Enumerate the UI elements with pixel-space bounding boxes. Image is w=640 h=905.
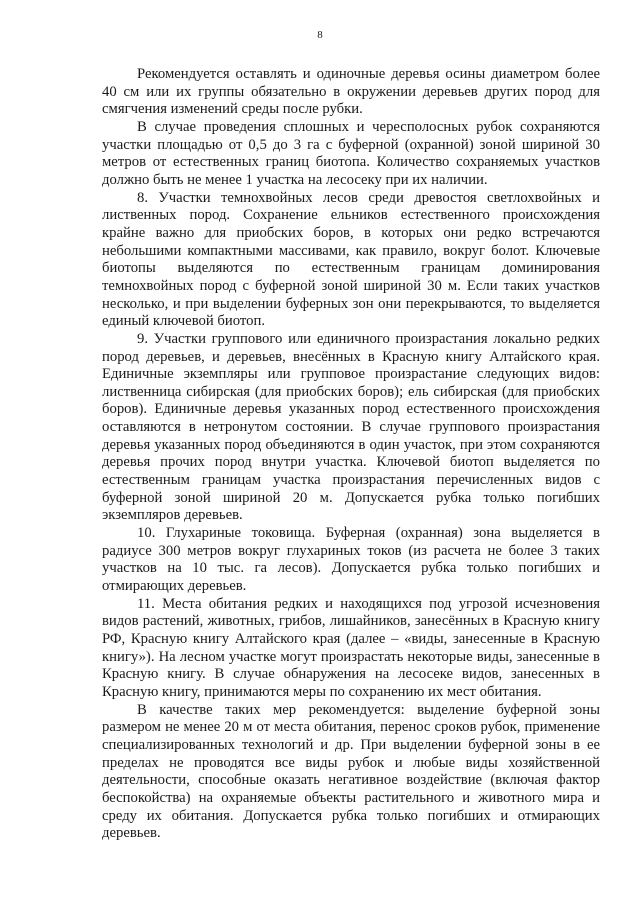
- paragraph-item-10-capercaillie-leks: 10. Глухариные токовища. Буферная (охранная) зона выделяется в радиусе 300 метров вокруг глухариных токов (из расчета не более 3 таких участков на 10 тыс. га лесов). Допускается рубка только погибших и отмирающих деревьев.: [102, 525, 600, 595]
- document-body: [102, 66, 600, 843]
- paragraph-clear-cutting: В случае проведения сплошных и чересполосных рубок сохраняются участки площадью от 0,5 до 3 га с буферной (охранной) зоной шириной 30 метров от естественных границ биотопа. Количество сохраняемых участков должно быть не менее 1 участка на лесосеку при их наличии.: [102, 118, 600, 188]
- paragraph-aspen-trees: Рекомендуется оставлять и одиночные деревья осины диаметром более 40 см или их группы обязательно в окружении деревьев других пород для смягчения изменений среды после рубки.: [102, 66, 600, 118]
- page-number: 8: [317, 29, 323, 41]
- paragraph-protection-measures: В качестве таких мер рекомендуется: выделение буферной зоны размером не менее 20 м от места обитания, перенос сроков рубок, применение специализированных технологий и др. При выделении буферной зоны в ее пределах не проводятся все виды рубок и любые виды хозяйственной деятельности, способные оказать негативное воздействие (включая фактор беспокойства) на охраняемые объекты растительного и животного мира и среду их обитания. Допускается рубка только погибших и отмирающих деревьев.: [102, 701, 600, 842]
- paragraph-item-8-dark-conifer: 8. Участки темнохвойных лесов среди древостоя светлохвойных и лиственных пород. Сохранение ельников естественного происхождения крайне важно для приобских боров, в которых они редко встречаются небольшими компактными массивами, как правило, вокруг болот. Ключевые биотопы выделяются по естественным границам доминирования темнохвойных пород с буферной зоной шириной 30 м. Если таких участков несколько, и при выделении буферных зон они перекрываются, то выделяется единый ключевой биотоп.: [102, 189, 600, 330]
- paragraph-item-11-red-book-habitats: 11. Места обитания редких и находящихся под угрозой исчезновения видов растений, животных, грибов, лишайников, занесённых в Красную книгу РФ, Красную книгу Алтайского края (далее – «виды, занесенные в Красную книгу»). На лесном участке могут произрастать некоторые виды, занесенные в Красную книгу. В случае обнаружения на лесосеке видов, занесенных в Красную книгу, принимаются меры по сохранению их мест обитания.: [102, 595, 600, 700]
- paragraph-item-9-rare-species-trees: 9. Участки группового или единичного произрастания локально редких пород деревьев, и деревьев, внесённых в Красную книгу Алтайского края. Единичные экземпляры или групповое произрастание следующих видов: лиственница сибирская (для приобских боров); ель сибирская (для приобских боров). Единичные деревья указанных пород естественного происхождения оставляются в нетронутом состоянии. В случае группового произрастания деревья указанных пород объединяются в один участок, при этом сохраняются деревья прочих пород внутри участка. Ключевой биотоп выделяется по естественным границам участка произрастания перечисленных видов с буферной зоной шириной 20 м. Допускается рубка только погибших экземпляров деревьев.: [102, 330, 600, 524]
